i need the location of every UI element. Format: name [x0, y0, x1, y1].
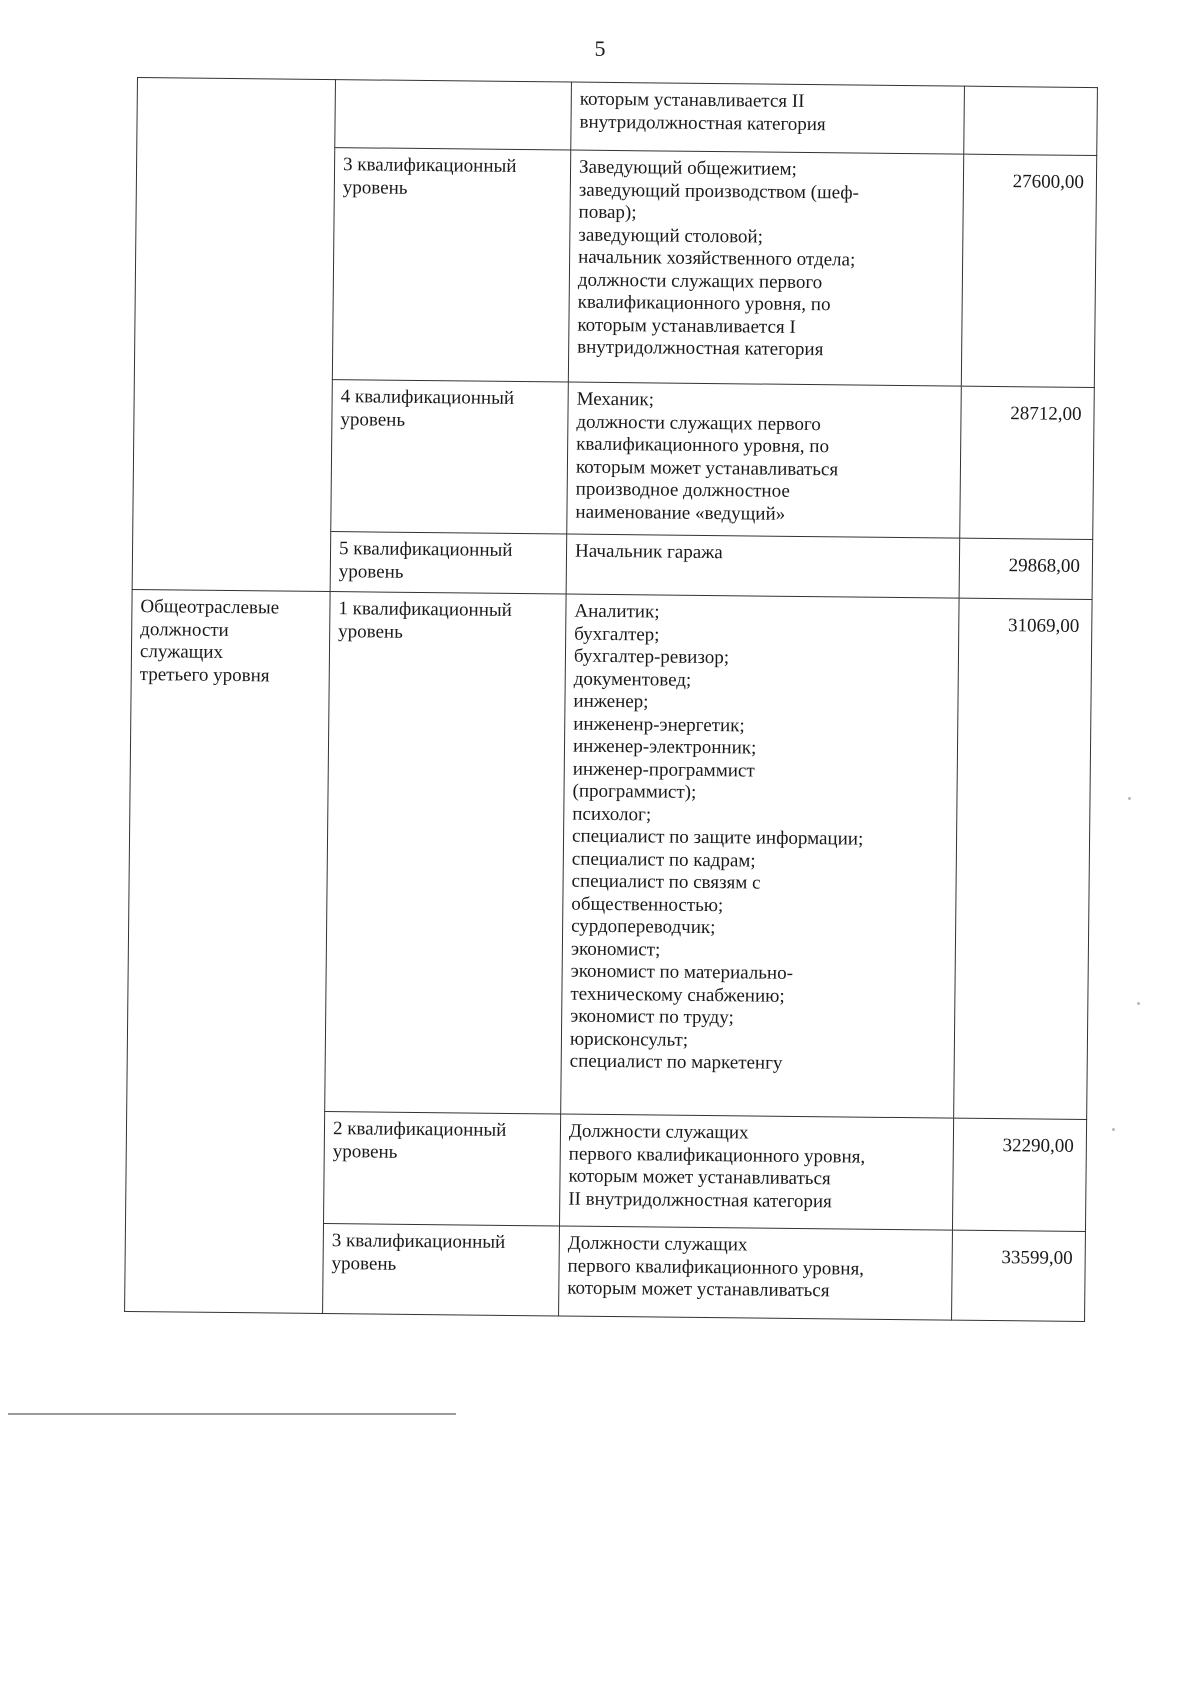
level-cell: 3 квалификационный уровень — [332, 148, 570, 382]
salary-cell: 33599,00 — [952, 1230, 1086, 1321]
page-number: 5 — [594, 36, 606, 61]
salary-cell — [964, 86, 1098, 155]
scan-artifact-dot — [1128, 797, 1131, 800]
positions-cell: Должности служащих первого квалификационного уровня, которым может устанавливаться — [559, 1226, 953, 1320]
level-cell: 4 квалификационный уровень — [331, 380, 569, 534]
level-cell: 5 квалификационный уровень — [330, 532, 567, 594]
level-cell — [335, 80, 572, 150]
scan-artifact-dot — [1137, 1002, 1140, 1005]
level-cell: 1 квалификационный уровень — [325, 592, 566, 1114]
positions-cell: Механик; должности служащих первого квалификационного уровня, по которым может устанавливаться производное должностное наименование «ведущий» — [567, 382, 962, 538]
level-cell: 3 квалификационный уровень — [323, 1224, 560, 1316]
level-cell: 2 квалификационный уровень — [324, 1112, 561, 1226]
salary-cell: 29868,00 — [959, 538, 1093, 599]
positions-cell: Заведующий общежитием; заведующий производством (шеф- повар); заведующий столовой; начальник хозяйственного отдела; должности служащих первого квалификационного уровня, по которым устанавливается I внутридолжностная категория — [568, 150, 963, 386]
salary-cell: 31069,00 — [954, 598, 1092, 1119]
salary-cell: 27600,00 — [961, 154, 1096, 387]
table-row — [127, 589, 1092, 1119]
scan-artifact-dot — [1112, 1128, 1115, 1131]
group-cell — [132, 78, 335, 592]
positions-cell: которым устанавливается II внутридолжностная категория — [571, 82, 965, 154]
group-cell: Общеотраслевые должности служащих третьего уровня — [125, 589, 331, 1313]
salary-cell: 32290,00 — [952, 1118, 1086, 1231]
positions-cell: Аналитик; бухгалтер; бухгалтер-ревизор; документовед; инженер; инжененр-энергетик; инженер-электронник; инженер-программист (программист); психолог; специалист по защите информации; специалист по кадрам; специалист по связям с общественностью; сурдопереводчик; экономист; экономист по материально- техническому снабжению; экономист по труду; юрисконсульт; специалист по маркетенгу — [561, 594, 959, 1118]
table-row — [137, 78, 1098, 156]
scan-artifact-line — [8, 1413, 456, 1415]
salary-cell: 28712,00 — [960, 386, 1095, 539]
positions-cell: Должности служащих первого квалификационного уровня, которым может устанавливаться II внутридолжностная категория — [559, 1114, 953, 1230]
positions-cell: Начальник гаража — [566, 534, 960, 598]
salary-table — [124, 77, 1098, 1322]
